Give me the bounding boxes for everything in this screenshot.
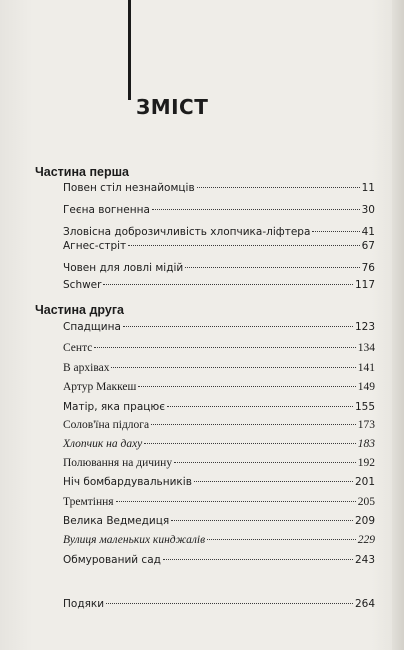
- leader-dots: [163, 559, 353, 560]
- toc-entry-title: Ніч бомбардувальників: [63, 476, 192, 488]
- leader-dots: [171, 520, 353, 521]
- toc-entry-page: 141: [357, 362, 375, 374]
- toc-entry-title: Зловісна доброзичливість хлопчика-ліфтера: [63, 226, 311, 238]
- leader-dots: [94, 347, 355, 348]
- toc-entry-title: Обмурований сад: [63, 554, 161, 566]
- leader-dots: [207, 539, 356, 540]
- toc-entry-page: 192: [357, 457, 375, 469]
- toc-entry-title: Вулиця маленьких кинджалів: [63, 534, 206, 546]
- toc-entry: [63, 239, 375, 253]
- leader-dots: [151, 424, 356, 425]
- toc-entry-title: Матір, яка працює: [63, 401, 166, 413]
- toc-entry: [63, 341, 375, 355]
- leader-dots: [194, 481, 353, 482]
- page-edge: [392, 0, 404, 650]
- leader-dots: [152, 209, 360, 210]
- toc-entry-page: 173: [357, 419, 375, 431]
- toc-entry-title: В архівах: [63, 362, 110, 374]
- leader-dots: [111, 367, 355, 368]
- toc-entry-page: 264: [354, 598, 375, 610]
- toc-heading: ЗМІСТ: [136, 95, 209, 119]
- vertical-rule: [128, 0, 131, 100]
- part-one-title: Частина перша: [35, 165, 129, 179]
- toc-entry: [63, 418, 375, 432]
- toc-entry: [63, 261, 375, 275]
- toc-entry-page: 243: [354, 554, 375, 566]
- leader-dots: [185, 267, 359, 268]
- toc-entry-page: 205: [357, 496, 375, 508]
- toc-entry-title: Човен для ловлі мідій: [63, 262, 184, 274]
- toc-entry-page: 201: [354, 476, 375, 488]
- toc-entry: [63, 437, 375, 451]
- toc-entry: [63, 278, 375, 292]
- toc-entry-page: 76: [361, 262, 375, 274]
- toc-entry-title: Сентс: [63, 342, 93, 354]
- toc-entry: [63, 181, 375, 195]
- toc-entry-title: Полювання на дичину: [63, 457, 173, 469]
- toc-entry: [63, 456, 375, 470]
- toc-entry-page: 134: [357, 342, 375, 354]
- leader-dots: [138, 386, 355, 387]
- toc-entry-title: Тремтіння: [63, 496, 114, 508]
- leader-dots: [167, 406, 353, 407]
- leader-dots: [106, 603, 353, 604]
- toc-entry: [63, 380, 375, 394]
- toc-entry-page: 123: [354, 321, 375, 333]
- toc-entry-title: Хлопчик на даху: [63, 438, 143, 450]
- toc-entry-title: Подяки: [63, 598, 105, 610]
- leader-dots: [128, 245, 359, 246]
- toc-entry: [63, 203, 375, 217]
- toc-entry-page: 30: [361, 204, 375, 216]
- toc-entry-title: Велика Ведмедиця: [63, 515, 170, 527]
- toc-entry: [63, 553, 375, 567]
- toc-entry-title: Schwer: [63, 279, 102, 291]
- toc-entry-title: Геєна вогненна: [63, 204, 150, 216]
- leader-dots: [123, 326, 353, 327]
- leader-dots: [116, 501, 356, 502]
- toc-entry: [63, 361, 375, 375]
- toc-entry-page: 41: [361, 226, 375, 238]
- toc-entry-title: Солов'їна підлога: [63, 419, 150, 431]
- part-two-title: Частина друга: [35, 303, 124, 317]
- toc-entry-title: Артур Маккеш: [63, 381, 137, 393]
- toc-entry-page: 209: [354, 515, 375, 527]
- toc-entry-page: 67: [361, 240, 375, 252]
- leader-dots: [312, 231, 359, 232]
- toc-entry: [63, 495, 375, 509]
- toc-entry: [63, 225, 375, 239]
- toc-entry-acknowledgements: [63, 597, 375, 611]
- leader-dots: [197, 187, 360, 188]
- toc-entry-page: 149: [357, 381, 375, 393]
- toc-entry-title: Повен стіл незнайомців: [63, 182, 195, 194]
- toc-entry-page: 117: [354, 279, 375, 291]
- toc-entry: [63, 320, 375, 334]
- toc-entry: [63, 514, 375, 528]
- leader-dots: [174, 462, 356, 463]
- toc-entry-page: 11: [361, 182, 375, 194]
- leader-dots: [103, 284, 352, 285]
- toc-entry: [63, 533, 375, 547]
- leader-dots: [144, 443, 355, 444]
- toc-entry-title: Спадщина: [63, 321, 121, 333]
- toc-entry-title: Агнес-стріт: [63, 240, 127, 252]
- toc-entry: [63, 400, 375, 414]
- toc-entry-page: 155: [354, 401, 375, 413]
- toc-entry-page: 183: [357, 438, 375, 450]
- toc-entry: [63, 475, 375, 489]
- toc-entry-page: 229: [357, 534, 375, 546]
